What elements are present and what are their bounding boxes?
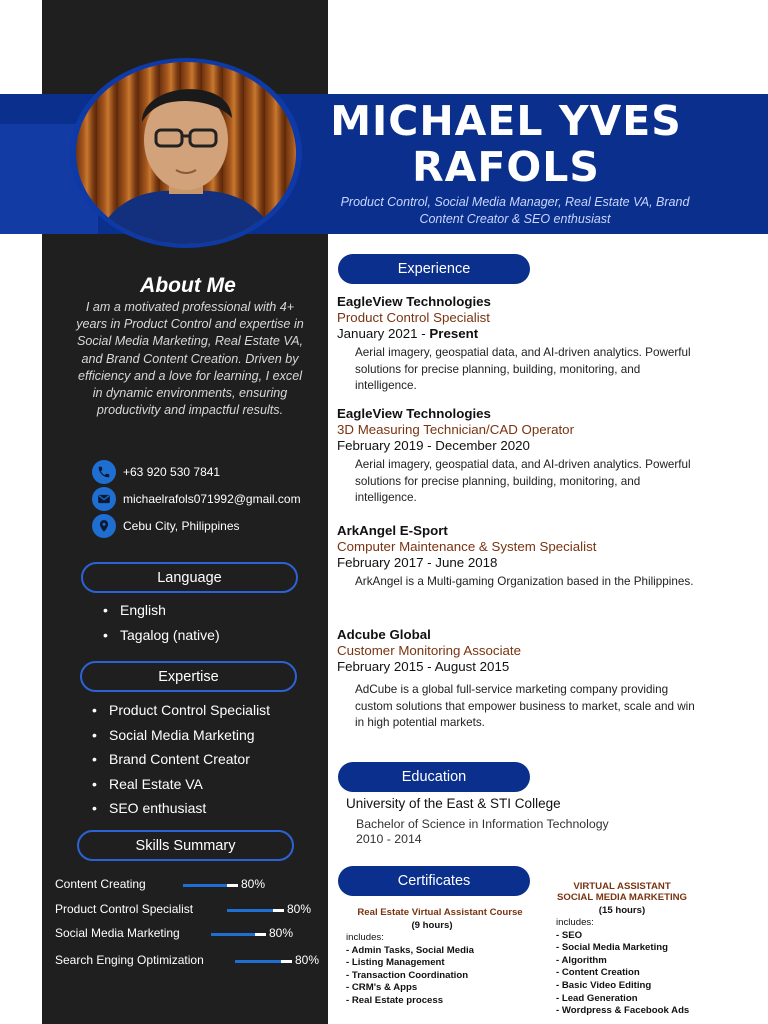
expertise-item: • Product Control Specialist (109, 698, 270, 723)
education-degree (356, 817, 609, 847)
job-dates (337, 326, 707, 341)
certificate-topic: - Social Media Marketing (556, 942, 668, 954)
job-dates: February 2015 - August 2015 (337, 659, 510, 674)
experience-entry (337, 523, 707, 591)
certificate-topics (346, 932, 474, 1008)
skill-bar (183, 884, 238, 887)
certificate-topic: - Listing Management (346, 957, 445, 969)
certificates-heading: Certificates (338, 866, 530, 896)
language-item: • Tagalog (native) (120, 623, 220, 648)
phone-icon (92, 460, 116, 484)
company-name: Adcube Global (337, 627, 431, 642)
skill-percent: 80% (287, 902, 312, 916)
skills-summary-heading: Skills Summary (77, 830, 294, 861)
certificate-topic: - Admin Tasks, Social Media (346, 944, 474, 956)
job-description: Aerial imagery, geospatial data, and AI-driven analytics. Powerful solutions for precise planning, building, monitoring, and intelligence. (355, 346, 691, 393)
skill-row (55, 876, 327, 894)
expertise-item: • Social Media Marketing (109, 723, 270, 748)
certificate-includes-label: includes: (346, 932, 384, 943)
degree-years: 2010 - 2014 (356, 832, 422, 846)
skill-label: Social Media Marketing (55, 926, 180, 940)
skill-percent: 80% (241, 877, 266, 891)
certificate-title-line: VIRTUAL ASSISTANT (573, 881, 671, 892)
candidate-name: MICHAEL YVES RAFOLS (330, 97, 682, 191)
company-name: EagleView Technologies (337, 406, 491, 421)
degree-name: Bachelor of Science in Information Technology (356, 817, 609, 831)
certificate-title: Real Estate Virtual Assistant Course (357, 907, 523, 918)
expertise-list (109, 698, 270, 821)
language-item: • English (120, 598, 220, 623)
skill-row (55, 925, 327, 943)
job-role: Computer Maintenance & System Specialist (337, 539, 597, 554)
job-role: Customer Monitoring Associate (337, 643, 522, 658)
location-pin-icon (92, 514, 116, 538)
job-dates-start: January 2021 - (337, 326, 430, 341)
job-description: ArkAngel is a Multi-gaming Organization based in the Philippines. (355, 575, 694, 588)
certificate-topic: - Transaction Coordination (346, 969, 469, 981)
skill-percent: 80% (295, 953, 320, 967)
job-role: 3D Measuring Technician/CAD Operator (337, 422, 574, 437)
expertise-heading: Expertise (80, 661, 297, 692)
certificate-topic: - Algorithm (556, 954, 607, 966)
certificate-topic: - Real Estate process (346, 994, 444, 1006)
certificate-hours: (9 hours) (411, 920, 453, 931)
expertise-item: • Brand Content Creator (109, 747, 270, 772)
job-dates: February 2019 - December 2020 (337, 438, 530, 453)
skill-bar (235, 960, 292, 963)
certificate-title-line: SOCIAL MEDIA MARKETING (556, 892, 688, 903)
language-list (120, 598, 220, 647)
certificate-topic: - Basic Video Editing (556, 979, 652, 991)
skill-label: Content Creating (55, 877, 146, 891)
mail-icon (92, 487, 116, 511)
skill-label: Product Control Specialist (55, 902, 194, 916)
experience-entry (337, 294, 707, 395)
contact-email[interactable] (92, 487, 301, 511)
job-dates: February 2017 - June 2018 (337, 555, 498, 570)
certificate-topics (556, 917, 689, 1018)
skill-label: Search Enging Optimization (55, 953, 204, 967)
email-text: michaelrafols071992@gmail.com (123, 492, 301, 506)
job-description: Aerial imagery, geospatial data, and AI-driven analytics. Powerful solutions for precise planning, building, monitoring, and intelligence. (355, 458, 691, 505)
education-school: University of the East & STI College (346, 796, 561, 811)
skill-bar-fill (211, 933, 255, 936)
certificate-topic: - Content Creation (556, 967, 640, 979)
certificate-hours: (15 hours) (598, 905, 646, 916)
expertise-item: • Real Estate VA (109, 772, 270, 797)
certificate-topic: - CRM's & Apps (346, 982, 418, 994)
skill-bar-fill (183, 884, 227, 887)
contact-location (92, 514, 240, 538)
company-name: ArkAngel E-Sport (337, 523, 448, 538)
skill-bar-fill (235, 960, 281, 963)
skill-row (55, 901, 327, 919)
experience-heading: Experience (338, 254, 530, 284)
skill-bar (211, 933, 266, 936)
skill-bar (227, 909, 284, 912)
skill-row (55, 952, 327, 970)
expertise-item: • SEO enthusiast (109, 796, 270, 821)
phone-text: +63 920 530 7841 (123, 465, 221, 479)
about-heading: About Me (140, 274, 236, 297)
job-role: Product Control Specialist (337, 310, 490, 325)
profile-photo (76, 62, 296, 244)
certificate-includes-label: includes: (556, 917, 594, 928)
skill-percent: 80% (269, 926, 294, 940)
experience-entry (337, 627, 707, 732)
experience-entry (337, 406, 707, 507)
language-heading: Language (81, 562, 298, 593)
certificate-topic: - Wordpress & Facebook Ads (556, 1005, 690, 1017)
company-name: EagleView Technologies (337, 294, 491, 309)
contact-phone[interactable] (92, 460, 220, 484)
job-dates-end: Present (429, 326, 479, 341)
location-text: Cebu City, Philippines (123, 519, 240, 533)
certificate-topic: - SEO (556, 929, 583, 941)
certificate-title (540, 881, 704, 903)
about-paragraph: I am a motivated professional with 4+ years in Product Control and expertise in Social Media Marketing, Real Estate VA, and Brand Content Creation. Driven by efficiency and a love for learning, I excel in dynamic environments, ensuring productivity and impactful results. (76, 300, 304, 418)
candidate-headline: Product Control, Social Media Manager, Real Estate VA, Brand Content Creator & SEO enthusiast (340, 195, 690, 226)
education-heading: Education (338, 762, 530, 792)
skill-bar-fill (227, 909, 273, 912)
certificate-topic: - Lead Generation (556, 992, 638, 1004)
job-description: AdCube is a global full-service marketing company providing custom solutions that empower business to market, scale and win in high potential markets. (355, 683, 695, 730)
